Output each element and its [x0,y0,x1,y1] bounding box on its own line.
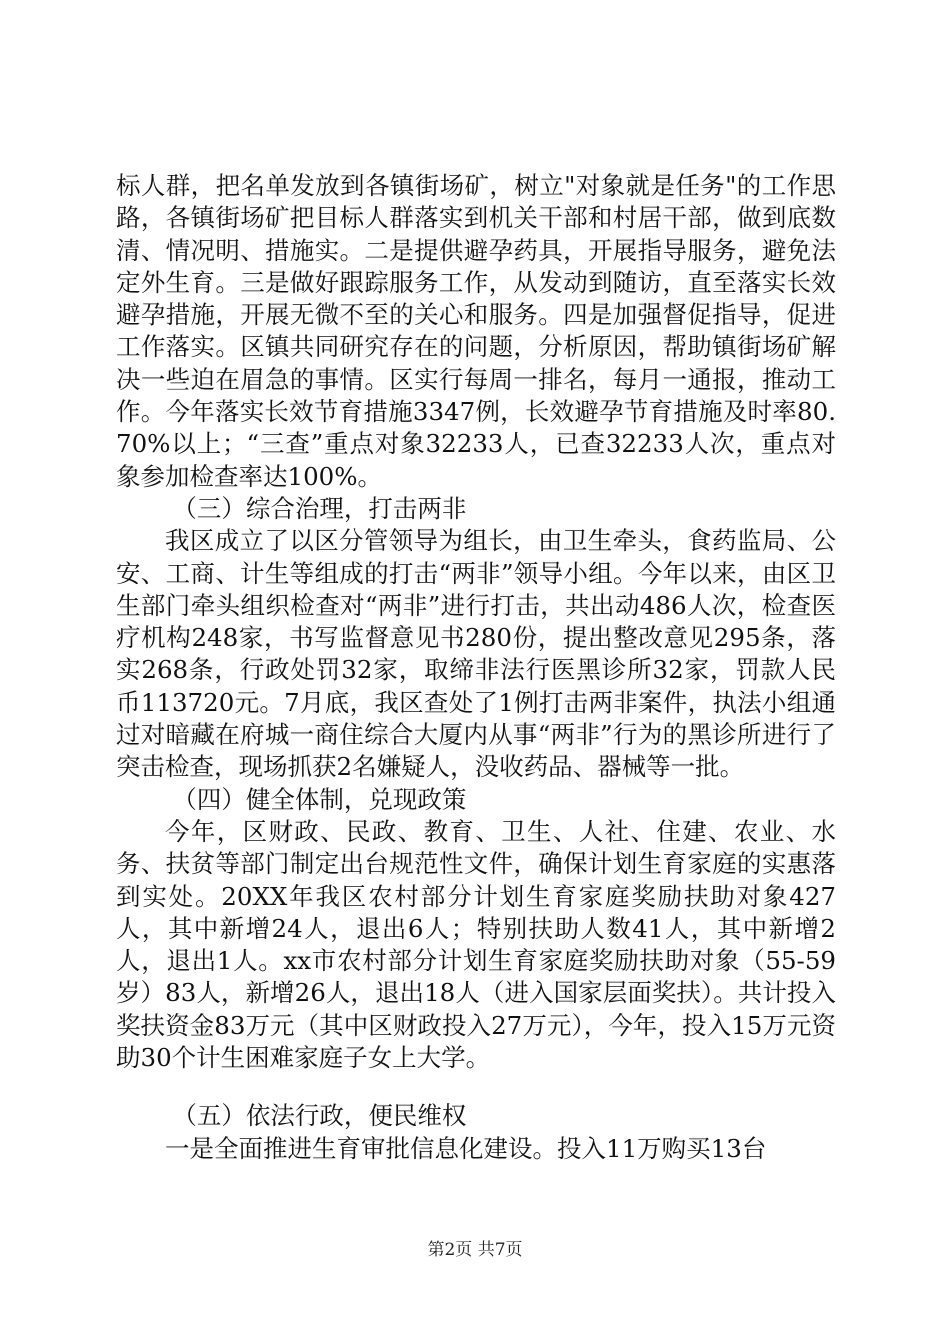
section-heading-4: （四）健全体制，兑现政策 [172,784,467,814]
document-body [116,170,836,1165]
paragraph-gap [116,1074,836,1100]
section-heading-5: （五）依法行政，便民维权 [172,1101,467,1131]
page-footer: 第2页 共7页 [427,1240,523,1260]
paragraph-section-4: 今年，区财政、民政、教育、卫生、人社、住建、农业、水务、扶贫等部门制定出台规范性文件，确保计划生育家庭的实惠落到实处。20XX年我区农村部分计划生育家庭奖励扶助对象427人，其中新增24人，退出6人；特别扶助人数41人，其中新增2人，退出1人。xx市农村部分计划生育家庭奖励扶助对象（55-59岁）83人，新增26人，退出18人（进入国家层面奖扶）。共计投入奖扶资金83万元（其中区财政投入27万元），今年，投入15万元资助30个计生困难家庭子女上大学。 [116,816,836,1073]
paragraph-section-5: 一是全面推进生育审批信息化建设。投入11万购买13台 [165,1133,767,1163]
paragraph-section-3: 我区成立了以区分管领导为组长，由卫生牵头，食药监局、公安、工商、计生等组成的打击“两非”领导小组。今年以来，由区卫生部门牵头组织检查对“两非”进行打击，共出动486人次，检查医疗机构248家，书写监督意见书280份，提出整改意见295条，落实268条，行政处罚32家，取缔非法行医黑诊所32家，罚款人民币113720元。7月底，我区查处了1例打击两非案件，执法小组通过对暗藏在府城一商住综合大厦内从事“两非”行为的黑诊所进行了突击检查，现场抓获2名嫌疑人，没收药品、器械等一批。 [116,526,836,782]
paragraph-continued: 标人群，把名单发放到各镇街场矿，树立"对象就是任务"的工作思路，各镇街场矿把目标人群落实到机关干部和村居干部，做到底数清、情况明、措施实。二是提供避孕药具，开展指导服务，避免法定外生育。三是做好跟踪服务工作，从发动到随访，直至落实长效避孕措施，开展无微不至的关心和服务。四是加强督促指导，促进工作落实。区镇共同研究存在的问题，分析原因，帮助镇街场矿解决一些迫在眉急的事情。区实行每周一排名，每月一通报，推动工作。今年落实长效节育措施3347例，长效避孕节育措施及时率80.70%以上；“三查”重点对象32233人，已查32233人次，重点对象参加检查率达100%。 [116,171,836,491]
section-heading-3: （三）综合治理，打击两非 [172,493,467,523]
